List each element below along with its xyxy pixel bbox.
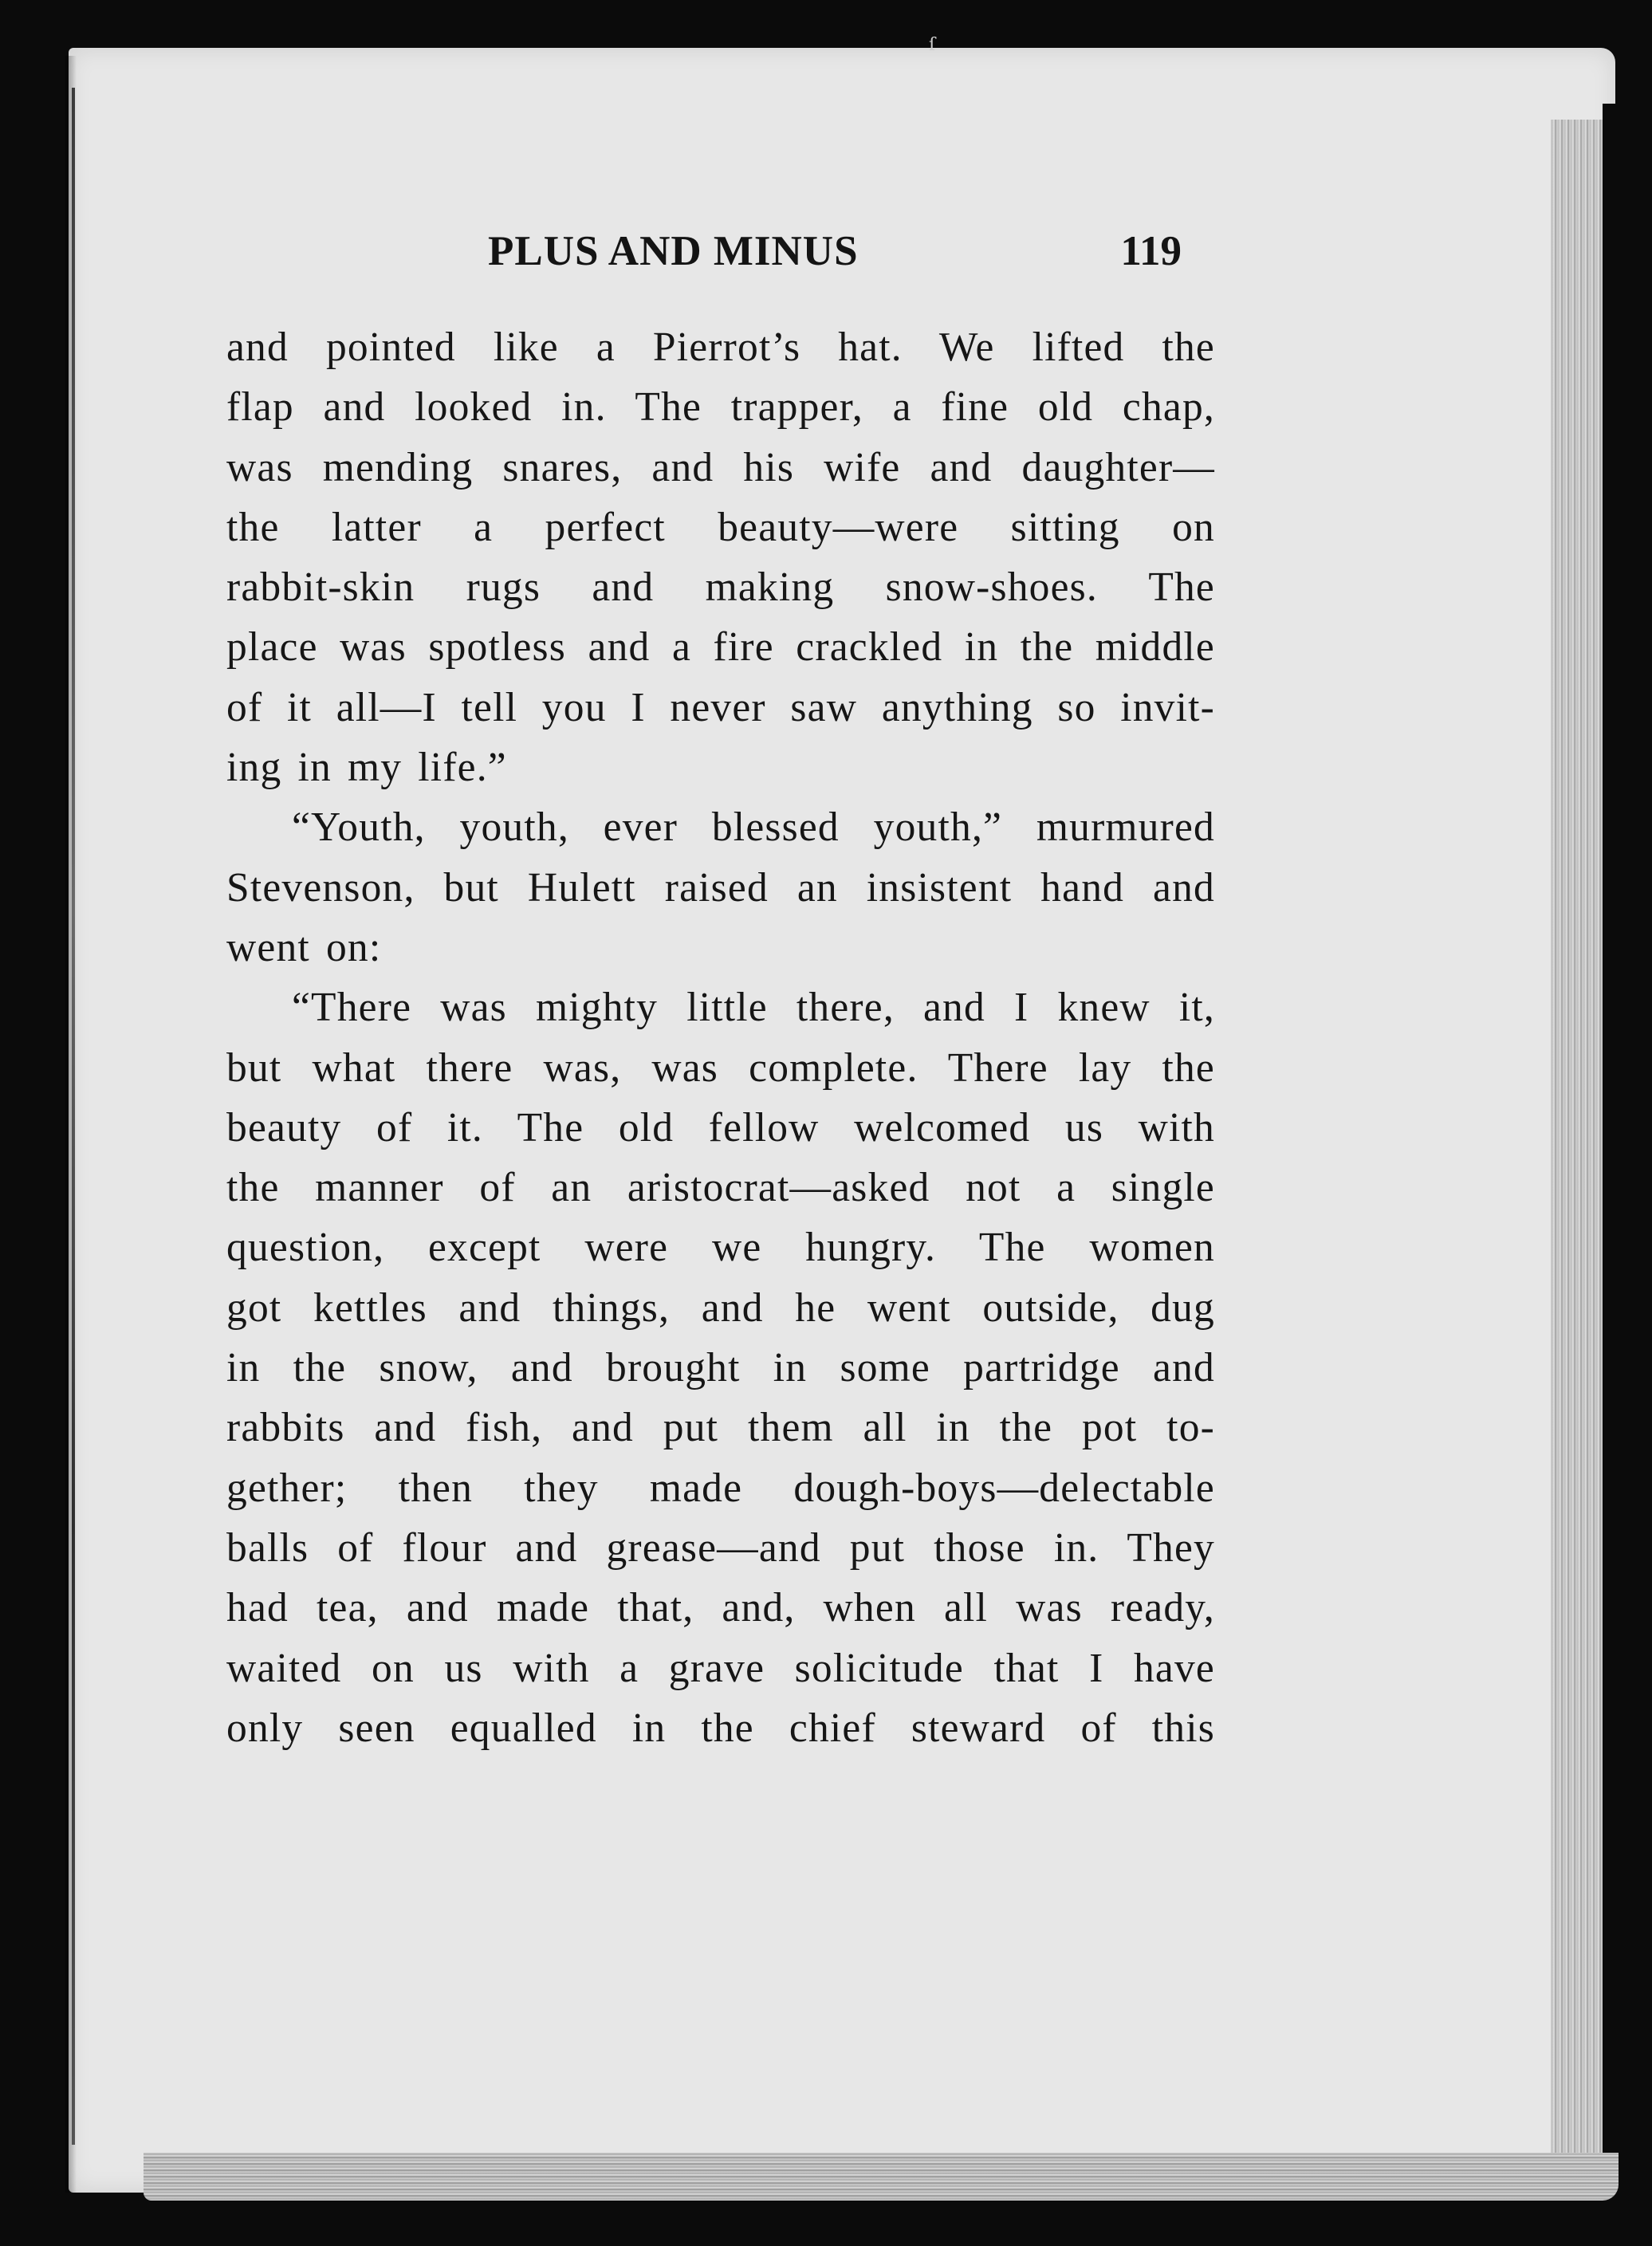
text-line: only seen equalled in the chief steward of this (226, 1705, 1215, 1751)
running-title: PLUS AND MINUS (488, 228, 859, 274)
text-line: waited on us with a grave solicitude that I have (226, 1645, 1215, 1691)
binding-gutter (72, 88, 75, 2145)
scan-mark: ſ (929, 35, 936, 55)
page-edges-bottom (144, 2153, 1619, 2201)
text-line: the latter a perfect beauty—were sitting on (226, 504, 1215, 550)
text-line: and pointed like a Pierrot’s hat. We lifted the (226, 325, 1215, 370)
text-line: the manner of an aristocrat—asked not a single (226, 1165, 1215, 1211)
text-line: rabbits and fish, and put them all in the pot to- (226, 1405, 1215, 1451)
text-line: beauty of it. The old fellow welcomed us with (226, 1104, 1215, 1151)
text-line: rabbit-skin rugs and making snow-shoes. The (226, 564, 1215, 611)
text-line: flap and looked in. The trapper, a fine old chap, (226, 384, 1215, 431)
text-line: was mending snares, and his wife and daughter— (226, 444, 1215, 490)
text-line: in the snow, and brought in some partridge and (226, 1345, 1215, 1391)
text-line: of it all—I tell you I never saw anything so invit- (226, 684, 1215, 730)
text-line: gether; then they made dough-boys—delectable (226, 1465, 1215, 1511)
scan-background-right (1603, 104, 1652, 2246)
text-line: question, except were we hungry. The women (226, 1225, 1215, 1271)
body-text (226, 317, 1215, 1758)
text-line: “Youth, youth, ever blessed youth,” murmured (292, 804, 1215, 851)
page-number: 119 (1120, 228, 1182, 274)
page-header (488, 227, 1182, 291)
text-line: “There was mighty little there, and I knew it, (292, 985, 1215, 1031)
text-line: balls of flour and grease—and put those in. They (226, 1524, 1215, 1571)
text-line: got kettles and things, and he went outside, dug (226, 1284, 1215, 1331)
text-line: went on: (226, 924, 382, 970)
text-line: had tea, and made that, and, when all was ready, (226, 1585, 1215, 1631)
text-line: but what there was, was complete. There lay the (226, 1044, 1215, 1091)
text-line: Stevenson, but Hulett raised an insistent hand and (226, 864, 1215, 911)
text-line: ing in my life.” (226, 745, 507, 791)
text-line: place was spotless and a fire crackled in the middle (226, 624, 1215, 671)
